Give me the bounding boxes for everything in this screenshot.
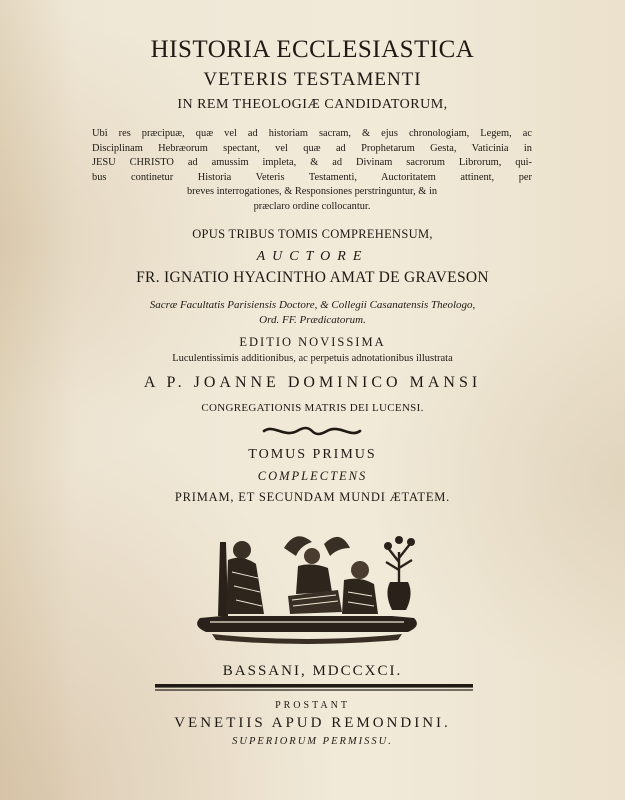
volume-content: PRIMAM, ET SECUNDAM MUNDI ÆTATEM.: [174, 490, 451, 504]
double-rule-divider: [155, 684, 473, 692]
volume-title: TOMUS PRIMUS: [248, 447, 377, 462]
subtitle-2: IN REM THEOLOGIÆ CANDIDATORUM,: [177, 97, 448, 112]
description-line: JESU CHRISTO ad amussim impleta, & ad Divinam sacrorum Librorum, qui-: [92, 157, 532, 169]
edition-label: EDITIO NOVISSIMA: [239, 335, 386, 349]
description-line: Disciplinam Hebræorum spectant, vel quæ ad Prophetarum Gesta, Vaticinia in: [92, 142, 532, 154]
prostant-label: PROSTANT: [275, 700, 350, 711]
woodcut-vignette-icon: [192, 522, 422, 644]
auctore-label: AUCTORE: [256, 249, 369, 264]
description-line: præclaro ordine collocantur.: [253, 200, 371, 212]
author-affiliation: Sacræ Facultatis Parisiensis Doctore, & Collegii Casanatensis Theologo,: [149, 299, 476, 311]
swash-ornament-icon: [262, 423, 362, 439]
opus-line: OPUS TRIBUS TOMIS COMPREHENSUM,: [192, 227, 433, 241]
subtitle: VETERIS TESTAMENTI: [203, 69, 422, 90]
additions-line: Luculentissimis additionibus, ac perpetuis adnotationibus illustrata: [172, 353, 453, 364]
complectens-label: COMPLECTENS: [257, 469, 368, 483]
description-paragraph: [92, 127, 532, 215]
description-line: Ubi res præcipuæ, quæ vel ad historiam sacram, & ejus chronologiam, Legem, ac: [92, 128, 532, 139]
description-line: breves interrogationes, & Responsiones perstringuntur, & in: [186, 186, 438, 198]
author-order: Ord. FF. Prædicatorum.: [259, 314, 366, 326]
author-name: FR. IGNATIO HYACINTHO AMAT DE GRAVESON: [136, 269, 489, 286]
congregation-line: CONGREGATIONIS MATRIS DEI LUCENSI.: [201, 402, 424, 414]
main-title: HISTORIA ECCLESIASTICA: [150, 36, 475, 63]
editor-name: A P. JOANNE DOMINICO MANSI: [143, 374, 482, 391]
imprint-place-year: BASSANI, MDCCXCI.: [222, 663, 403, 679]
description-line: bus continetur Historia Veteris Testamenti, Auctoritatem attinent, per: [92, 171, 532, 183]
permission-line: SUPERIORUM PERMISSU.: [232, 736, 393, 747]
publisher-line: VENETIIS APUD REMONDINI.: [174, 715, 451, 731]
